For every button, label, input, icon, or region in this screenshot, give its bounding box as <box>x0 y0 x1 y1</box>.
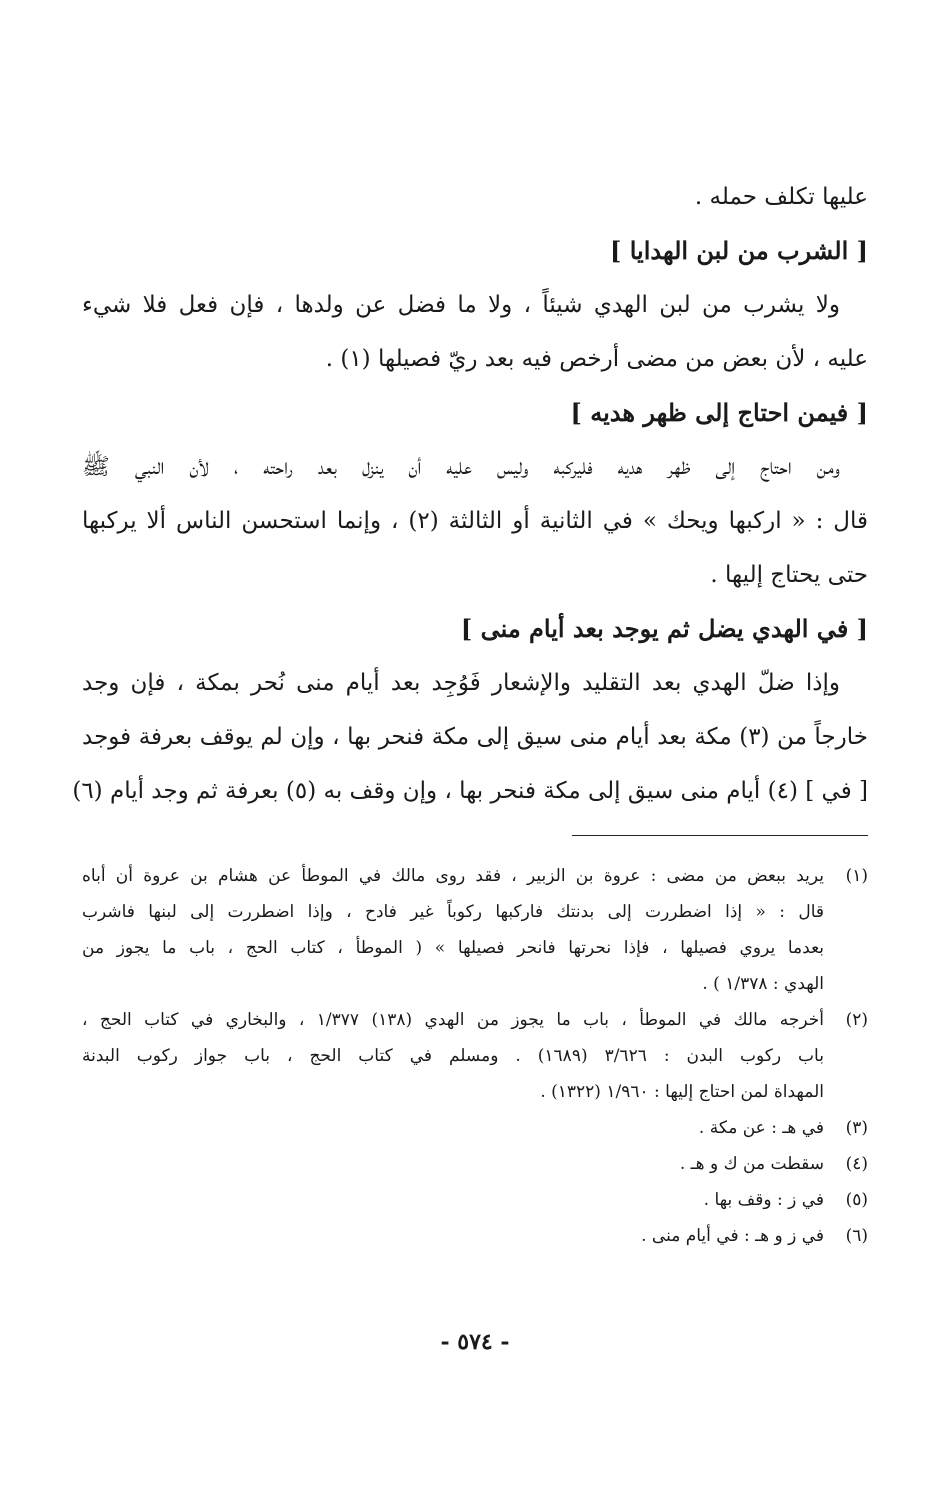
footnote-line: في هـ : عن مكة . <box>698 1118 824 1138</box>
footnote-text <box>82 1182 824 1218</box>
footnote-number: (٢) <box>845 1010 868 1030</box>
footnote-text <box>82 1002 824 1110</box>
text-line: حتى يحتاج إليها . <box>710 562 868 588</box>
text-line: ومن احتاج إلى ظهر هديه فليركبه وليس عليه أن ينزل بعد راحته ، لأن النبي ﷺ <box>82 454 840 480</box>
text-line: عليه ، لأن بعض من مضى أرخص فيه بعد ريّ فصيلها (١) . <box>325 346 868 372</box>
section-heading: [ في الهدي يضل ثم يوجد بعد أيام منى ] <box>460 614 868 643</box>
footnote-line: يريد ببعض من مضى : عروة بن الزبير ، فقد روى مالك في الموطأ عن هشام بن عروة أن أباه <box>82 866 824 886</box>
footnote-divider <box>572 835 868 836</box>
text-line: قال : « اركبها ويحك » في الثانية أو الثالثة (٢) ، وإنما استحسن الناس ألا يركبها <box>82 508 869 534</box>
footnote-number: (٦) <box>845 1226 868 1246</box>
footnote <box>82 1002 868 1110</box>
footnote-number: (٣) <box>845 1118 868 1138</box>
footnote-line: أخرجه مالك في الموطأ ، باب ما يجوز من الهدي (١٣٨) ١/٣٧٧ ، والبخاري في كتاب الحج ، <box>82 1010 824 1030</box>
text-line: عليها تكلف حمله . <box>694 184 868 210</box>
footnote <box>82 1110 868 1146</box>
footnote <box>82 1146 868 1182</box>
footnote-text <box>82 1110 824 1146</box>
footnote-number: (١) <box>845 866 868 886</box>
section-heading: [ الشرب من لبن الهدايا ] <box>610 236 868 265</box>
footnote-line: في ز و هـ : في أيام منى . <box>641 1226 824 1246</box>
text-line: ولا يشرب من لبن الهدي شيئاً ، ولا ما فضل عن ولدها ، فإن فعل فلا شيء <box>82 292 840 318</box>
main-text <box>72 170 869 818</box>
section-heading: [ فيمن احتاج إلى ظهر هديه ] <box>570 398 868 427</box>
footnote-line: باب ركوب البدن : ٣/٦٢٦ (١٦٨٩) . ومسلم في كتاب الحج ، باب جواز ركوب البدنة <box>82 1046 824 1066</box>
text-line: [ في ] (٤) أيام منى سيق إلى مكة فنحر بها ، وإن وقف به (٥) بعرفة ثم وجد أيام (٦) <box>72 778 868 804</box>
page-number: - ٥٧٤ - <box>440 1329 510 1355</box>
footnotes <box>82 858 868 1254</box>
footnote <box>82 1182 868 1218</box>
footnote-line: سقطت من ك و هـ . <box>679 1154 824 1174</box>
footnote-line: بعدما يروي فصيلها ، فإذا نحرتها فانحر فصيلها » ( الموطأ ، كتاب الحج ، باب ما يجوز من <box>82 938 824 958</box>
footnote-line: المهداة لمن احتاج إليها : ١/٩٦٠ (١٣٢٢) . <box>540 1082 824 1102</box>
footnote-text <box>82 1218 824 1254</box>
footnote-text <box>82 858 824 1002</box>
text-line: وإذا ضلّ الهدي بعد التقليد والإشعار فَوُجِد بعد أيام منى نُحر بمكة ، فإن وجد <box>82 670 840 696</box>
footnote <box>82 858 868 1002</box>
footnote-text <box>82 1146 824 1182</box>
footnote-number: (٥) <box>845 1190 868 1210</box>
footnote-line: قال : « إذا اضطررت إلى بدنتك فاركبها ركوباً غير فادح ، وإذا اضطررت إلى لبنها فاشرب <box>82 902 824 922</box>
text-line: خارجاً من (٣) مكة بعد أيام منى سيق إلى مكة فنحر بها ، وإن لم يوقف بعرفة فوجد <box>82 724 868 750</box>
footnote-line: في ز : وقف بها . <box>703 1190 824 1210</box>
footnote-line: الهدي : ١/٣٧٨ ) . <box>702 974 824 994</box>
footnote-number: (٤) <box>845 1154 868 1174</box>
footnote <box>82 1218 868 1254</box>
